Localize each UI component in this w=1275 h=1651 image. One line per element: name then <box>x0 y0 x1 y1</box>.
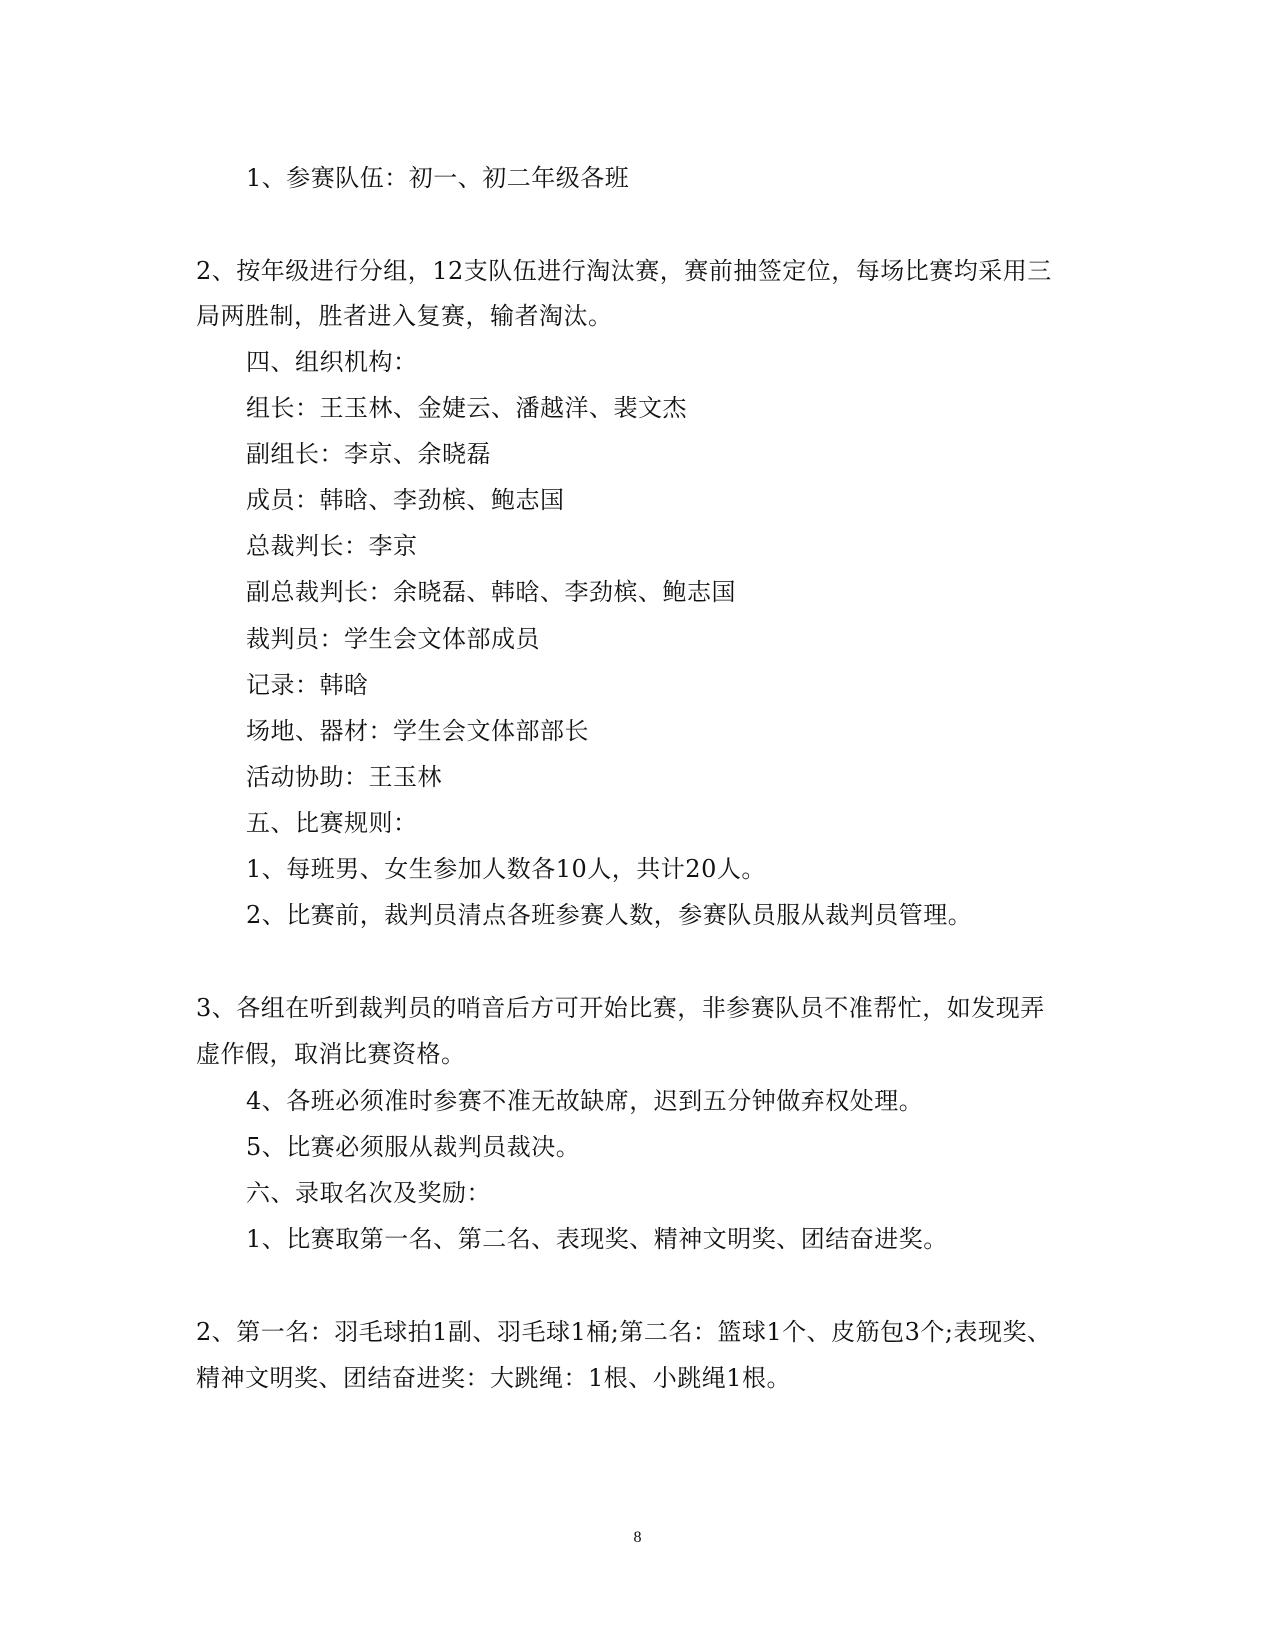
text-line: 记录：韩晗 <box>246 671 369 699</box>
text-line: 裁判员：学生会文体部成员 <box>246 625 540 653</box>
text-line: 2、第一名：羽毛球拍1副、羽毛球1桶;第二名：篮球1个、皮筋包3个;表现奖、 <box>196 1318 1052 1346</box>
text-line: 局两胜制，胜者进入复赛，输者淘汰。 <box>196 302 613 330</box>
text-line: 成员：韩晗、李劲槟、鲍志国 <box>246 486 565 514</box>
text-line: 副总裁判长：余晓磊、韩晗、李劲槟、鲍志国 <box>246 578 736 606</box>
text-line: 1、参赛队伍：初一、初二年级各班 <box>246 164 630 192</box>
section-heading: 六、录取名次及奖励： <box>246 1179 491 1207</box>
text-line: 1、每班男、女生参加人数各10人，共计20人。 <box>246 855 766 883</box>
text-line: 精神文明奖、团结奋进奖：大跳绳：1根、小跳绳1根。 <box>196 1364 792 1392</box>
text-line: 虚作假，取消比赛资格。 <box>196 1040 466 1068</box>
text-line: 5、比赛必须服从裁判员裁决。 <box>246 1133 581 1161</box>
text-line: 3、各组在听到裁判员的哨音后方可开始比赛，非参赛队员不准帮忙，如发现弄 <box>196 994 1045 1022</box>
text-line: 副组长：李京、余晓磊 <box>246 440 491 468</box>
page-number: 8 <box>633 1529 642 1546</box>
text-line: 组长：王玉林、金婕云、潘越洋、裴文杰 <box>246 394 687 422</box>
text-line: 活动协助：王玉林 <box>246 763 442 791</box>
text-line: 总裁判长：李京 <box>246 532 418 560</box>
text-line: 2、比赛前，裁判员清点各班参赛人数，参赛队员服从裁判员管理。 <box>246 901 973 929</box>
section-heading: 四、组织机构： <box>246 348 418 376</box>
text-line: 2、按年级进行分组，12支队伍进行淘汰赛，赛前抽签定位，每场比赛均采用三 <box>196 257 1052 285</box>
text-line: 1、比赛取第一名、第二名、表现奖、精神文明奖、团结奋进奖。 <box>246 1225 948 1253</box>
text-line: 场地、器材：学生会文体部部长 <box>246 717 589 745</box>
text-line: 4、各班必须准时参赛不准无故缺席，迟到五分钟做弃权处理。 <box>246 1087 924 1115</box>
section-heading: 五、比赛规则： <box>246 809 418 837</box>
